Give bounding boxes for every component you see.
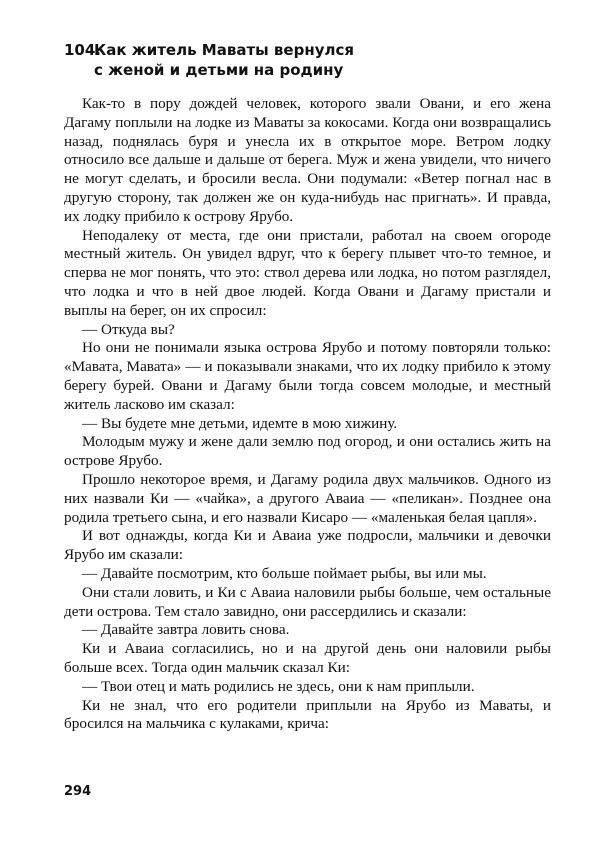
paragraph: И вот однажды, когда Ки и Аваиа уже подросли, мальчики и девочки Ярубо им сказали: xyxy=(64,527,551,564)
paragraph: Ки и Аваиа согласились, но и на другой день они наловили рыбы больше всех. Тогда один мальчик сказал Ки: xyxy=(64,640,551,676)
paragraph: Они стали ловить, и Ки с Аваиа наловили рыбы больше, чем остальные дети острова. Тем стало завидно, они рассердились и сказали: xyxy=(64,583,551,620)
chapter-title-line-2: с женой и детьми на родину xyxy=(94,61,344,79)
chapter-heading xyxy=(64,40,544,80)
paragraph: — Вы будете мне детьми, идемте в мою хижину. xyxy=(82,414,398,432)
chapter-number: 104. xyxy=(64,41,102,59)
paragraph: Ки не знал, что его родители приплыли на Ярубо из Маваты, и бросился на мальчика с кулаками, крича: xyxy=(64,696,551,733)
paragraph: — Твои отец и мать родились не здесь, они к нам приплыли. xyxy=(82,677,475,695)
paragraph: — Давайте посмотрим, кто больше поймает рыбы, вы или мы. xyxy=(82,564,487,582)
paragraph: Молодым мужу и жене дали землю под огород, и они остались жить на острове Ярубо. xyxy=(64,433,551,470)
chapter-title-line-1: Как житель Маваты вернулся xyxy=(94,41,354,59)
paragraph: Прошло некоторое время, и Дагаму родила двух мальчиков. Одного из них назвали Ки — «чайка», а другого Аваиа — «пеликан». Позднее она родила третьего сына, и его назвали Кисаро — «маленькая белая цапля». xyxy=(64,470,551,526)
paragraph: Как-то в пору дождей человек, которого звали Овани, и его жена Дагаму поплыли на лодке из Маваты за кокосами. Когда они возвращались назад, поднялась буря и унесла их в открытое море. Ветром лодку относило все дальше и дальше от берега. Муж и жена увидели, что ничего не могут сделать, и бросили весла. Они подумали: «Ветер погнал нас в другую сторону, так должен же он куда-нибудь нас пригнать». И правда, их лодку прибило к острову Ярубо. xyxy=(64,95,551,225)
page-number: 294 xyxy=(64,784,92,799)
paragraph: — Откуда вы? xyxy=(82,320,175,338)
paragraph: — Давайте завтра ловить снова. xyxy=(82,621,290,639)
paragraph: Но они не понимали языка острова Ярубо и потому повторяли только: «Мавата, Мавата» — и показывали знаками, что их лодку прибило к этому берегу бурей. Овани и Дагаму были тогда совсем молодые, и местный житель ласково им сказал: xyxy=(64,339,551,413)
body-text xyxy=(64,95,551,734)
paragraph: Неподалеку от места, где они пристали, работал на своем огороде местный житель. Он увидел вдруг, что к берегу плывет что-то темное, и сперва не мог понять, что это: ствол дерева или лодка, но потом разглядел, что лодка и что в ней двое людей. Когда Овани и Дагаму пристали и выплы на берег, он их спросил: xyxy=(64,226,551,319)
